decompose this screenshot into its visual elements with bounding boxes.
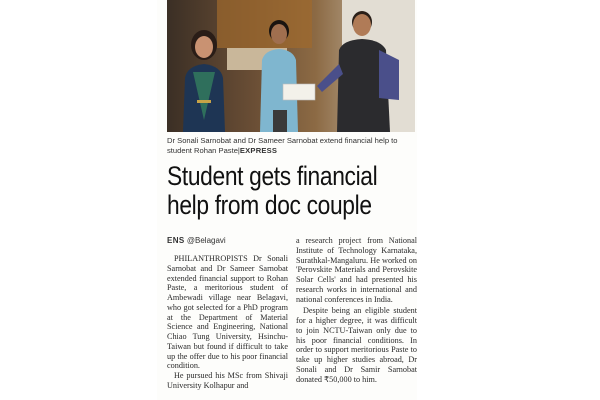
headline-line-2: help from doc couple bbox=[167, 190, 372, 220]
article-paragraph: Despite being an eligible student for a higher degree, it was difficult to join NCTU-Taiwan only due to his poor financial conditions. In order to support meritorious Paste to take up higher studies abroad, Dr Sonali and Dr Samir Sarnobat donated ₹50,000 to him. bbox=[296, 306, 417, 384]
headline-line-1: Student gets financial bbox=[167, 161, 378, 191]
photo-caption bbox=[167, 136, 417, 156]
article-paragraph: PHILANTHROPISTS Dr Sonali Sarnobat and Dr Sameer Sarnobat extended financial support to Rohan Paste, a meritorious student of Ambewadi village near Belagavi, who got selected for a PhD program at the Department of Material Science and Engineering, National Chiao Tung University, Hsinchu-Taiwan but found if difficult to take up the offer due to his poor financial condition. bbox=[167, 254, 288, 371]
caption-credit: EXPRESS bbox=[239, 146, 278, 155]
article-paragraph: a research project from National Institute of Technology Karnataka, Surathkal-Mangaluru. He worked on 'Perovskite Materials and Perovskite Solar Cells' and had presented his research works in international and national conferences in India. bbox=[296, 236, 417, 304]
byline-agency: ENS bbox=[167, 236, 185, 245]
byline bbox=[167, 236, 226, 245]
photo-illustration bbox=[167, 0, 415, 132]
article-column-1 bbox=[167, 254, 288, 391]
headline bbox=[167, 162, 382, 220]
byline-location: @Belagavi bbox=[186, 236, 226, 245]
article-column-2 bbox=[296, 236, 417, 384]
news-photo bbox=[167, 0, 415, 132]
caption-text: Dr Sonali Sarnobat and Dr Sameer Sarnobat extend financial help to student Rohan Paste| bbox=[167, 136, 398, 155]
article-paragraph: He pursued his MSc from Shivaji University Kolhapur and bbox=[167, 371, 288, 390]
